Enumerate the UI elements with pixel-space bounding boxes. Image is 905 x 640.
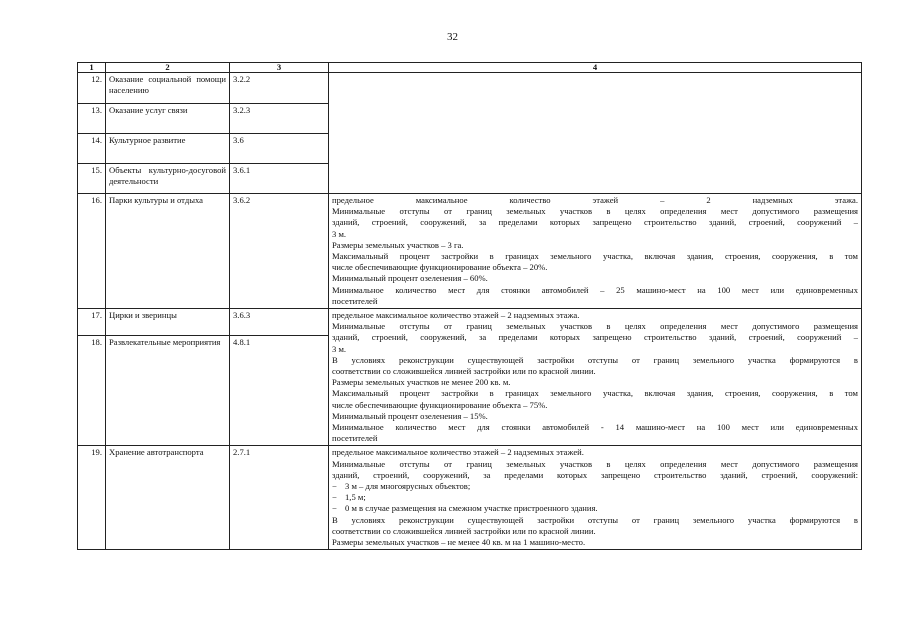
bullet-text: 1,5 м;	[345, 492, 366, 503]
bullet-item	[332, 481, 858, 492]
description-line: посетителей	[332, 295, 378, 306]
description-line: зданий, строений, сооружений, за пределами которых запрещено строительство зданий, строений, сооружений –	[332, 332, 858, 343]
row-name: Объекты культурно-досуговой деятельности	[106, 164, 230, 194]
description-line: предельное максимальное количество этажей – 2 надземных этажей.	[332, 447, 584, 458]
description-line: зданий, строений, сооружений, за пределами которых запрещено строительство зданий, строений, сооружений –	[332, 217, 858, 228]
description-line: Минимальное количество мест для стоянки автомобилей – 25 машино-мест на 100 мест или единовременных	[332, 284, 858, 295]
bullet-item	[332, 492, 858, 503]
row-code: 3.2.2	[230, 73, 329, 104]
description-line: Минимальные отступы от границ земельных участков в целях определения мест допустимого размещения	[332, 206, 858, 217]
table-row	[78, 309, 862, 336]
description-line: В условиях реконструкции существующей застройки отступы от границ земельного участка формируются в	[332, 354, 858, 365]
row-name: Развлекательные мероприятия	[106, 336, 230, 446]
row-name: Цирки и зверинцы	[106, 309, 230, 336]
row-name: Хранение автотранспорта	[106, 446, 230, 550]
row-code: 3.6	[230, 134, 329, 164]
description-line: Размеры земельных участков – 3 га.	[332, 239, 464, 250]
row-code: 3.6.3	[230, 309, 329, 336]
table-row	[78, 446, 862, 550]
row-description	[329, 194, 862, 309]
row-description-empty	[329, 73, 862, 194]
description-line: Размеры земельных участков – не менее 40 кв. м на 1 машино-место.	[332, 537, 586, 548]
row-name: Оказание социальной помощи населению	[106, 73, 230, 104]
row-code: 3.6.1	[230, 164, 329, 194]
description-line: В условиях реконструкции существующей застройки отступы от границ земельного участка формируются в	[332, 514, 858, 525]
row-description	[329, 309, 862, 446]
description-line: числе обеспечивающие функционирование объекта – 75%.	[332, 399, 548, 410]
row-name: Парки культуры и отдыха	[106, 194, 230, 309]
header-col-2: 2	[106, 63, 230, 73]
dash-bullet-icon: −	[332, 492, 337, 503]
description-line: соответствии со сложившейся линией застройки или по красной линии.	[332, 366, 596, 377]
row-code: 3.2.3	[230, 104, 329, 134]
table-header-row	[78, 63, 862, 73]
row-code: 4.8.1	[230, 336, 329, 446]
table-row	[78, 194, 862, 309]
description-line: Максимальный процент застройки в границах земельного участка, включая здания, строения, сооружения, в том	[332, 251, 858, 262]
row-number: 17.	[78, 309, 106, 336]
row-number: 18.	[78, 336, 106, 446]
row-number: 19.	[78, 446, 106, 550]
row-code: 2.7.1	[230, 446, 329, 550]
description-line: Минимальные отступы от границ земельных участков в целях определения мест допустимого размещения	[332, 321, 858, 332]
description-line: 3 м.	[332, 228, 347, 239]
bullet-item	[332, 503, 858, 514]
table-row	[78, 73, 862, 104]
row-number: 14.	[78, 134, 106, 164]
row-number: 13.	[78, 104, 106, 134]
bullet-text: 3 м – для многоярусных объектов;	[345, 481, 471, 492]
row-number: 16.	[78, 194, 106, 309]
zoning-table	[77, 62, 862, 550]
description-line: зданий, строений, сооружений, за пределами которых запрещено строительство зданий, строений, сооружений:	[332, 469, 858, 480]
page-number: 32	[447, 31, 458, 43]
bullet-text: 0 м в случае размещения на смежном участке пристроенного здания.	[345, 503, 598, 514]
description-line: Минимальные отступы от границ земельных участков в целях определения мест допустимого размещения	[332, 458, 858, 469]
description-line: Минимальное количество мест для стоянки автомобилей - 14 машино-мест на 100 мест или единовременных	[332, 422, 858, 433]
header-col-1: 1	[78, 63, 106, 73]
row-number: 15.	[78, 164, 106, 194]
header-col-3: 3	[230, 63, 329, 73]
description-line: предельное максимальное количество этажей – 2 надземных этажа.	[332, 195, 858, 205]
row-code: 3.6.2	[230, 194, 329, 309]
description-line: Минимальный процент озеленения – 60%.	[332, 273, 488, 284]
row-name: Культурное развитие	[106, 134, 230, 164]
description-line: числе обеспечивающие функционирование объекта – 20%.	[332, 262, 548, 273]
dash-bullet-icon: −	[332, 481, 337, 492]
dash-bullet-icon: −	[332, 503, 337, 514]
description-line: 3 м.	[332, 343, 347, 354]
description-line: предельное максимальное количество этажей – 2 надземных этажа.	[332, 310, 580, 321]
header-col-4: 4	[329, 63, 862, 73]
row-description	[329, 446, 862, 550]
row-number: 12.	[78, 73, 106, 104]
description-line: Минимальный процент озеленения – 15%.	[332, 410, 488, 421]
description-line: посетителей	[332, 433, 378, 444]
description-line: соответствии со сложившейся линией застройки или по красной линии.	[332, 525, 596, 536]
description-line: Максимальный процент застройки в границах земельного участка, включая здания, строения, сооружения, в том	[332, 388, 858, 399]
description-line: Размеры земельных участков не менее 200 кв. м.	[332, 377, 511, 388]
row-name: Оказание услуг связи	[106, 104, 230, 134]
